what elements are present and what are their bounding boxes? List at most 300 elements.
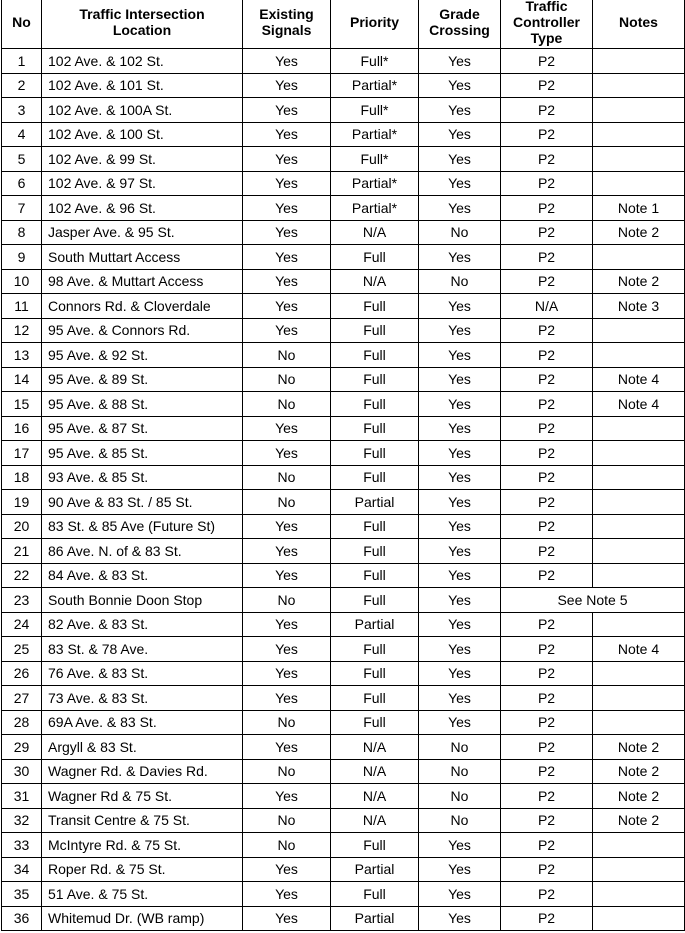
cell-signals: No bbox=[243, 833, 331, 858]
cell-grade: Yes bbox=[419, 318, 501, 343]
cell-no: 19 bbox=[2, 490, 42, 515]
cell-no: 17 bbox=[2, 441, 42, 466]
cell-grade: Yes bbox=[419, 147, 501, 172]
cell-location: 90 Ave & 83 St. / 85 St. bbox=[42, 490, 243, 515]
cell-priority: N/A bbox=[331, 735, 419, 760]
cell-priority: Partial bbox=[331, 612, 419, 637]
cell-notes bbox=[593, 661, 685, 686]
header-location-line1: Traffic Intersection bbox=[79, 5, 205, 22]
cell-location: Transit Centre & 75 St. bbox=[42, 808, 243, 833]
cell-grade: Yes bbox=[419, 73, 501, 98]
cell-notes bbox=[593, 686, 685, 711]
table-row bbox=[2, 392, 685, 417]
table-row bbox=[2, 98, 685, 123]
cell-no: 16 bbox=[2, 416, 42, 441]
table-row bbox=[2, 686, 685, 711]
cell-signals: No bbox=[243, 392, 331, 417]
cell-no: 18 bbox=[2, 465, 42, 490]
cell-priority: Full bbox=[331, 514, 419, 539]
cell-notes bbox=[593, 73, 685, 98]
cell-priority: N/A bbox=[331, 269, 419, 294]
cell-signals: No bbox=[243, 710, 331, 735]
table-row bbox=[2, 563, 685, 588]
cell-grade: Yes bbox=[419, 122, 501, 147]
cell-priority: Full bbox=[331, 833, 419, 858]
cell-no: 21 bbox=[2, 539, 42, 564]
cell-location: Wagner Rd. & Davies Rd. bbox=[42, 759, 243, 784]
cell-no: 25 bbox=[2, 637, 42, 662]
cell-priority: Full bbox=[331, 318, 419, 343]
header-priority: Priority bbox=[331, 0, 419, 49]
cell-grade: Yes bbox=[419, 637, 501, 662]
cell-priority: Full bbox=[331, 465, 419, 490]
cell-location: 93 Ave. & 85 St. bbox=[42, 465, 243, 490]
cell-type: P2 bbox=[501, 269, 593, 294]
cell-grade: Yes bbox=[419, 857, 501, 882]
cell-no: 24 bbox=[2, 612, 42, 637]
table-body bbox=[2, 49, 685, 931]
cell-location: 102 Ave. & 100 St. bbox=[42, 122, 243, 147]
table-row bbox=[2, 906, 685, 931]
cell-type: P2 bbox=[501, 833, 593, 858]
cell-type: P2 bbox=[501, 171, 593, 196]
cell-type: P2 bbox=[501, 343, 593, 368]
table-row bbox=[2, 318, 685, 343]
cell-priority: Full* bbox=[331, 147, 419, 172]
cell-notes bbox=[593, 441, 685, 466]
table-row bbox=[2, 122, 685, 147]
cell-no: 36 bbox=[2, 906, 42, 931]
cell-type: P2 bbox=[501, 514, 593, 539]
table-row bbox=[2, 784, 685, 809]
cell-notes bbox=[593, 98, 685, 123]
cell-notes: Note 3 bbox=[593, 294, 685, 319]
cell-priority: Partial bbox=[331, 906, 419, 931]
cell-location: 102 Ave. & 101 St. bbox=[42, 73, 243, 98]
header-type-line1: Traffic bbox=[525, 0, 568, 14]
cell-signals: Yes bbox=[243, 98, 331, 123]
cell-grade: Yes bbox=[419, 416, 501, 441]
header-signals-line1: Existing bbox=[259, 5, 314, 22]
cell-type: P2 bbox=[501, 441, 593, 466]
cell-notes bbox=[593, 833, 685, 858]
table-row bbox=[2, 367, 685, 392]
table-row bbox=[2, 220, 685, 245]
cell-type-notes-merged: See Note 5 bbox=[501, 588, 685, 613]
cell-no: 7 bbox=[2, 196, 42, 221]
cell-no: 29 bbox=[2, 735, 42, 760]
table-row bbox=[2, 612, 685, 637]
cell-grade: Yes bbox=[419, 514, 501, 539]
cell-location: 69A Ave. & 83 St. bbox=[42, 710, 243, 735]
cell-grade: No bbox=[419, 808, 501, 833]
cell-notes: Note 4 bbox=[593, 392, 685, 417]
cell-location: 102 Ave. & 97 St. bbox=[42, 171, 243, 196]
cell-priority: Full bbox=[331, 661, 419, 686]
cell-type: P2 bbox=[501, 710, 593, 735]
cell-priority: Full bbox=[331, 539, 419, 564]
cell-grade: Yes bbox=[419, 294, 501, 319]
cell-location: 95 Ave. & 88 St. bbox=[42, 392, 243, 417]
cell-type: P2 bbox=[501, 612, 593, 637]
cell-location: South Muttart Access bbox=[42, 245, 243, 270]
cell-signals: No bbox=[243, 367, 331, 392]
cell-notes bbox=[593, 514, 685, 539]
cell-location: Wagner Rd & 75 St. bbox=[42, 784, 243, 809]
cell-type: P2 bbox=[501, 73, 593, 98]
cell-no: 11 bbox=[2, 294, 42, 319]
cell-type: P2 bbox=[501, 857, 593, 882]
cell-grade: Yes bbox=[419, 465, 501, 490]
cell-location: 84 Ave. & 83 St. bbox=[42, 563, 243, 588]
cell-notes bbox=[593, 882, 685, 907]
table-row bbox=[2, 661, 685, 686]
cell-signals: Yes bbox=[243, 73, 331, 98]
header-grade bbox=[419, 0, 501, 49]
cell-notes bbox=[593, 563, 685, 588]
cell-grade: Yes bbox=[419, 392, 501, 417]
cell-no: 3 bbox=[2, 98, 42, 123]
cell-notes bbox=[593, 318, 685, 343]
cell-type: P2 bbox=[501, 392, 593, 417]
cell-type: P2 bbox=[501, 882, 593, 907]
cell-no: 5 bbox=[2, 147, 42, 172]
cell-signals: Yes bbox=[243, 882, 331, 907]
header-signals bbox=[243, 0, 331, 49]
cell-notes bbox=[593, 122, 685, 147]
table-row bbox=[2, 245, 685, 270]
table-row bbox=[2, 735, 685, 760]
cell-signals: Yes bbox=[243, 857, 331, 882]
cell-type: N/A bbox=[501, 294, 593, 319]
cell-grade: Yes bbox=[419, 343, 501, 368]
cell-priority: Partial bbox=[331, 490, 419, 515]
header-no: No bbox=[2, 0, 42, 49]
cell-priority: Full bbox=[331, 343, 419, 368]
cell-priority: Full bbox=[331, 588, 419, 613]
cell-no: 22 bbox=[2, 563, 42, 588]
cell-no: 4 bbox=[2, 122, 42, 147]
cell-type: P2 bbox=[501, 906, 593, 931]
cell-grade: Yes bbox=[419, 588, 501, 613]
cell-type: P2 bbox=[501, 465, 593, 490]
cell-notes: Note 4 bbox=[593, 637, 685, 662]
cell-grade: No bbox=[419, 269, 501, 294]
header-location-line2: Location bbox=[112, 21, 172, 38]
cell-location: Whitemud Dr. (WB ramp) bbox=[42, 906, 243, 931]
cell-grade: No bbox=[419, 735, 501, 760]
table-row bbox=[2, 637, 685, 662]
cell-type: P2 bbox=[501, 661, 593, 686]
cell-grade: No bbox=[419, 784, 501, 809]
cell-no: 10 bbox=[2, 269, 42, 294]
cell-location: 95 Ave. & 89 St. bbox=[42, 367, 243, 392]
cell-priority: Partial* bbox=[331, 122, 419, 147]
cell-notes: Note 2 bbox=[593, 220, 685, 245]
cell-signals: Yes bbox=[243, 637, 331, 662]
table-row bbox=[2, 808, 685, 833]
cell-notes bbox=[593, 612, 685, 637]
cell-signals: Yes bbox=[243, 784, 331, 809]
cell-signals: Yes bbox=[243, 686, 331, 711]
cell-notes bbox=[593, 465, 685, 490]
cell-signals: Yes bbox=[243, 171, 331, 196]
header-location bbox=[42, 0, 243, 49]
cell-location: 83 St. & 85 Ave (Future St) bbox=[42, 514, 243, 539]
cell-grade: Yes bbox=[419, 490, 501, 515]
cell-type: P2 bbox=[501, 563, 593, 588]
cell-location: 98 Ave. & Muttart Access bbox=[42, 269, 243, 294]
cell-type: P2 bbox=[501, 637, 593, 662]
cell-no: 33 bbox=[2, 833, 42, 858]
cell-location: Argyll & 83 St. bbox=[42, 735, 243, 760]
table-row bbox=[2, 514, 685, 539]
cell-signals: Yes bbox=[243, 220, 331, 245]
cell-location: 102 Ave. & 99 St. bbox=[42, 147, 243, 172]
cell-location: 76 Ave. & 83 St. bbox=[42, 661, 243, 686]
cell-signals: No bbox=[243, 759, 331, 784]
cell-location: 95 Ave. & 92 St. bbox=[42, 343, 243, 368]
cell-priority: Partial* bbox=[331, 171, 419, 196]
cell-priority: N/A bbox=[331, 220, 419, 245]
header-grade-line1: Grade bbox=[439, 5, 480, 22]
cell-location: 51 Ave. & 75 St. bbox=[42, 882, 243, 907]
table-row bbox=[2, 441, 685, 466]
table-row bbox=[2, 588, 685, 613]
cell-grade: Yes bbox=[419, 710, 501, 735]
header-type-line3: Type bbox=[530, 29, 563, 46]
cell-grade: Yes bbox=[419, 539, 501, 564]
cell-notes: Note 2 bbox=[593, 269, 685, 294]
cell-type: P2 bbox=[501, 318, 593, 343]
cell-no: 2 bbox=[2, 73, 42, 98]
cell-notes bbox=[593, 906, 685, 931]
cell-priority: N/A bbox=[331, 808, 419, 833]
cell-notes bbox=[593, 490, 685, 515]
cell-no: 35 bbox=[2, 882, 42, 907]
cell-notes bbox=[593, 147, 685, 172]
cell-signals: Yes bbox=[243, 612, 331, 637]
cell-type: P2 bbox=[501, 759, 593, 784]
cell-grade: Yes bbox=[419, 196, 501, 221]
cell-type: P2 bbox=[501, 367, 593, 392]
table-row bbox=[2, 490, 685, 515]
header-type-line2: Controller bbox=[513, 13, 580, 30]
table-row bbox=[2, 882, 685, 907]
table-row bbox=[2, 171, 685, 196]
cell-type: P2 bbox=[501, 245, 593, 270]
cell-grade: Yes bbox=[419, 367, 501, 392]
table-row bbox=[2, 416, 685, 441]
table-row bbox=[2, 759, 685, 784]
cell-signals: Yes bbox=[243, 196, 331, 221]
table-row bbox=[2, 343, 685, 368]
cell-priority: Full bbox=[331, 637, 419, 662]
cell-notes: Note 2 bbox=[593, 784, 685, 809]
cell-signals: Yes bbox=[243, 122, 331, 147]
cell-grade: Yes bbox=[419, 98, 501, 123]
cell-notes bbox=[593, 171, 685, 196]
header-signals-line2: Signals bbox=[261, 21, 312, 38]
header-row bbox=[2, 0, 685, 49]
cell-signals: Yes bbox=[243, 416, 331, 441]
table-row bbox=[2, 294, 685, 319]
cell-type: P2 bbox=[501, 196, 593, 221]
cell-signals: Yes bbox=[243, 49, 331, 74]
table-row bbox=[2, 539, 685, 564]
cell-location: 102 Ave. & 102 St. bbox=[42, 49, 243, 74]
cell-no: 32 bbox=[2, 808, 42, 833]
cell-type: P2 bbox=[501, 98, 593, 123]
cell-type: P2 bbox=[501, 122, 593, 147]
cell-notes: Note 4 bbox=[593, 367, 685, 392]
cell-no: 28 bbox=[2, 710, 42, 735]
cell-no: 1 bbox=[2, 49, 42, 74]
cell-location: Roper Rd. & 75 St. bbox=[42, 857, 243, 882]
cell-no: 13 bbox=[2, 343, 42, 368]
cell-signals: No bbox=[243, 808, 331, 833]
cell-grade: No bbox=[419, 759, 501, 784]
cell-no: 34 bbox=[2, 857, 42, 882]
cell-grade: Yes bbox=[419, 661, 501, 686]
cell-priority: N/A bbox=[331, 784, 419, 809]
cell-no: 6 bbox=[2, 171, 42, 196]
cell-type: P2 bbox=[501, 147, 593, 172]
table-row bbox=[2, 465, 685, 490]
cell-priority: Full bbox=[331, 441, 419, 466]
cell-priority: Partial* bbox=[331, 196, 419, 221]
cell-notes bbox=[593, 49, 685, 74]
table-row bbox=[2, 147, 685, 172]
cell-signals: Yes bbox=[243, 514, 331, 539]
cell-type: P2 bbox=[501, 490, 593, 515]
cell-signals: Yes bbox=[243, 318, 331, 343]
cell-grade: Yes bbox=[419, 686, 501, 711]
table-row bbox=[2, 196, 685, 221]
cell-grade: Yes bbox=[419, 906, 501, 931]
cell-grade: Yes bbox=[419, 563, 501, 588]
cell-priority: Full bbox=[331, 563, 419, 588]
cell-type: P2 bbox=[501, 49, 593, 74]
cell-notes bbox=[593, 416, 685, 441]
cell-priority: Full bbox=[331, 367, 419, 392]
cell-type: P2 bbox=[501, 735, 593, 760]
cell-grade: Yes bbox=[419, 245, 501, 270]
cell-priority: Partial* bbox=[331, 73, 419, 98]
table-row bbox=[2, 73, 685, 98]
cell-signals: Yes bbox=[243, 269, 331, 294]
cell-no: 23 bbox=[2, 588, 42, 613]
cell-type: P2 bbox=[501, 808, 593, 833]
cell-signals: No bbox=[243, 343, 331, 368]
cell-location: 102 Ave. & 96 St. bbox=[42, 196, 243, 221]
cell-no: 31 bbox=[2, 784, 42, 809]
cell-no: 8 bbox=[2, 220, 42, 245]
cell-notes bbox=[593, 539, 685, 564]
cell-notes bbox=[593, 245, 685, 270]
cell-location: 95 Ave. & Connors Rd. bbox=[42, 318, 243, 343]
cell-location: 95 Ave. & 87 St. bbox=[42, 416, 243, 441]
cell-no: 30 bbox=[2, 759, 42, 784]
cell-grade: Yes bbox=[419, 833, 501, 858]
cell-signals: Yes bbox=[243, 294, 331, 319]
cell-signals: Yes bbox=[243, 661, 331, 686]
cell-no: 27 bbox=[2, 686, 42, 711]
cell-location: South Bonnie Doon Stop bbox=[42, 588, 243, 613]
header-notes: Notes bbox=[593, 0, 685, 49]
cell-type: P2 bbox=[501, 784, 593, 809]
cell-location: McIntyre Rd. & 75 St. bbox=[42, 833, 243, 858]
cell-priority: Partial bbox=[331, 857, 419, 882]
cell-priority: Full bbox=[331, 710, 419, 735]
cell-signals: Yes bbox=[243, 563, 331, 588]
cell-location: Jasper Ave. & 95 St. bbox=[42, 220, 243, 245]
cell-no: 15 bbox=[2, 392, 42, 417]
header-type bbox=[501, 0, 593, 49]
cell-grade: Yes bbox=[419, 612, 501, 637]
cell-priority: Full* bbox=[331, 49, 419, 74]
cell-priority: Full bbox=[331, 392, 419, 417]
table-row bbox=[2, 857, 685, 882]
cell-priority: Full bbox=[331, 882, 419, 907]
cell-notes: Note 2 bbox=[593, 759, 685, 784]
cell-location: 83 St. & 78 Ave. bbox=[42, 637, 243, 662]
cell-no: 26 bbox=[2, 661, 42, 686]
cell-priority: Full bbox=[331, 416, 419, 441]
cell-signals: Yes bbox=[243, 441, 331, 466]
cell-location: 73 Ave. & 83 St. bbox=[42, 686, 243, 711]
cell-signals: No bbox=[243, 588, 331, 613]
cell-grade: Yes bbox=[419, 171, 501, 196]
cell-notes bbox=[593, 857, 685, 882]
cell-grade: No bbox=[419, 220, 501, 245]
cell-grade: Yes bbox=[419, 882, 501, 907]
cell-no: 9 bbox=[2, 245, 42, 270]
table-row bbox=[2, 269, 685, 294]
cell-priority: Full bbox=[331, 294, 419, 319]
cell-priority: N/A bbox=[331, 759, 419, 784]
cell-signals: No bbox=[243, 465, 331, 490]
cell-signals: Yes bbox=[243, 539, 331, 564]
cell-notes: Note 2 bbox=[593, 735, 685, 760]
cell-notes: Note 2 bbox=[593, 808, 685, 833]
cell-grade: Yes bbox=[419, 441, 501, 466]
cell-location: Connors Rd. & Cloverdale bbox=[42, 294, 243, 319]
cell-type: P2 bbox=[501, 416, 593, 441]
cell-notes bbox=[593, 710, 685, 735]
cell-signals: Yes bbox=[243, 735, 331, 760]
cell-priority: Full bbox=[331, 686, 419, 711]
intersection-table bbox=[1, 0, 685, 931]
table-row bbox=[2, 49, 685, 74]
cell-location: 86 Ave. N. of & 83 St. bbox=[42, 539, 243, 564]
table-row bbox=[2, 710, 685, 735]
cell-priority: Full bbox=[331, 245, 419, 270]
cell-location: 102 Ave. & 100A St. bbox=[42, 98, 243, 123]
cell-priority: Full* bbox=[331, 98, 419, 123]
cell-no: 14 bbox=[2, 367, 42, 392]
cell-location: 82 Ave. & 83 St. bbox=[42, 612, 243, 637]
cell-type: P2 bbox=[501, 220, 593, 245]
cell-type: P2 bbox=[501, 539, 593, 564]
cell-type: P2 bbox=[501, 686, 593, 711]
cell-location: 95 Ave. & 85 St. bbox=[42, 441, 243, 466]
cell-grade: Yes bbox=[419, 49, 501, 74]
header-grade-line2: Crossing bbox=[429, 21, 490, 38]
cell-signals: Yes bbox=[243, 147, 331, 172]
cell-signals: No bbox=[243, 490, 331, 515]
cell-notes: Note 1 bbox=[593, 196, 685, 221]
